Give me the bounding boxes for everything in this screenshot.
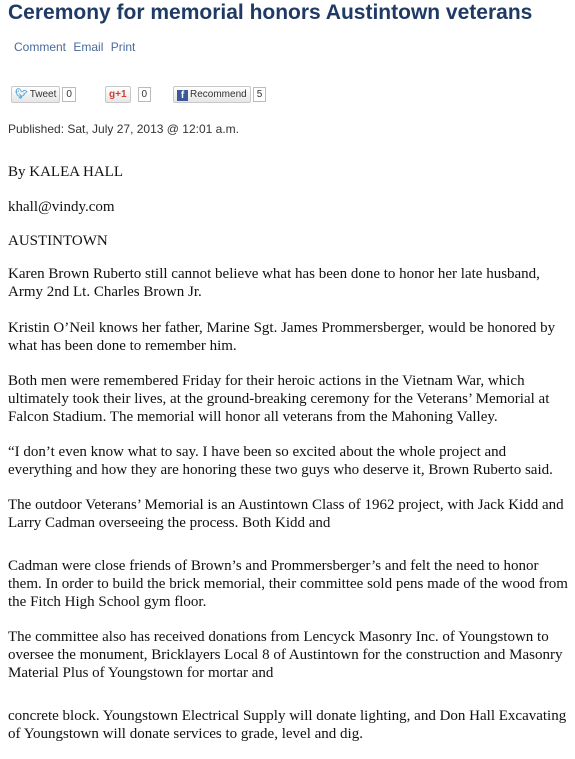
dateline: AUSTINTOWN <box>8 233 108 249</box>
gplus-button[interactable] <box>105 86 131 103</box>
published-date: Published: Sat, July 27, 2013 @ 12:01 a.m. <box>8 122 239 136</box>
gplus-label: +1 <box>115 89 127 100</box>
recommend-count: 5 <box>253 87 267 102</box>
recommend-label: Recommend <box>190 89 247 100</box>
tweet-button[interactable] <box>11 86 60 103</box>
article-body <box>8 163 573 743</box>
tweet-count: 0 <box>62 87 76 102</box>
facebook-widget <box>173 86 266 103</box>
gplus-count: 0 <box>138 87 152 102</box>
recommend-button[interactable] <box>173 86 251 103</box>
author-email[interactable]: khall@vindy.com <box>8 199 115 215</box>
tweet-label: Tweet <box>29 89 57 100</box>
paragraph: Both men were remembered Friday for their heroic actions in the Vietnam War, which ultimately took their lives, at the ground-breaking ceremony for the Veterans’ Memorial at Falcon Stadium. The memorial will honor all veterans from the Mahoning Valley. <box>8 373 550 425</box>
tweet-widget <box>11 86 76 103</box>
paragraph: The outdoor Veterans’ Memorial is an Austintown Class of 1962 project, with Jack Kidd and Larry Cadman overseeing the process. Both Kidd and <box>8 497 564 531</box>
twitter-bird-icon: 🐦︎ <box>15 89 28 100</box>
paragraph: “I don’t even know what to say. I have been so excited about the whole project and everything and how they are honoring these two guys who deserve it, Brown Ruberto said. <box>8 444 553 478</box>
paragraph: The committee also has received donations from Lencyck Masonry Inc. of Youngstown to oversee the monument, Bricklayers Local 8 of Austintown for the construction and Masonry Material Plus of Youngstown for mortar and <box>8 629 563 681</box>
article-tools <box>14 40 139 54</box>
article-headline: Ceremony for memorial honors Austintown veterans <box>8 1 533 24</box>
paragraph: Karen Brown Ruberto still cannot believe what has been done to honor her late husband, Army 2nd Lt. Charles Brown Jr. <box>8 266 540 300</box>
paragraph: concrete block. Youngstown Electrical Supply will donate lighting, and Don Hall Excavating of Youngstown will donate services to grade, level and dig. <box>8 708 567 742</box>
comment-link[interactable]: Comment <box>14 40 67 54</box>
gplus-icon: g <box>109 89 116 100</box>
byline: By KALEA HALL <box>8 164 123 180</box>
print-link[interactable]: Print <box>110 40 136 54</box>
paragraph: Kristin O’Neil knows her father, Marine Sgt. James Prommersberger, would be honored by what has been done to remember him. <box>8 320 556 354</box>
facebook-icon: f <box>177 90 188 101</box>
gplus-widget <box>105 86 151 103</box>
email-link[interactable]: Email <box>73 40 104 54</box>
paragraph: Cadman were close friends of Brown’s and Prommersberger’s and felt the need to honor them. In order to build the brick memorial, their committee sold pens made of the wood from the Fitch High School gym floor. <box>8 558 568 610</box>
